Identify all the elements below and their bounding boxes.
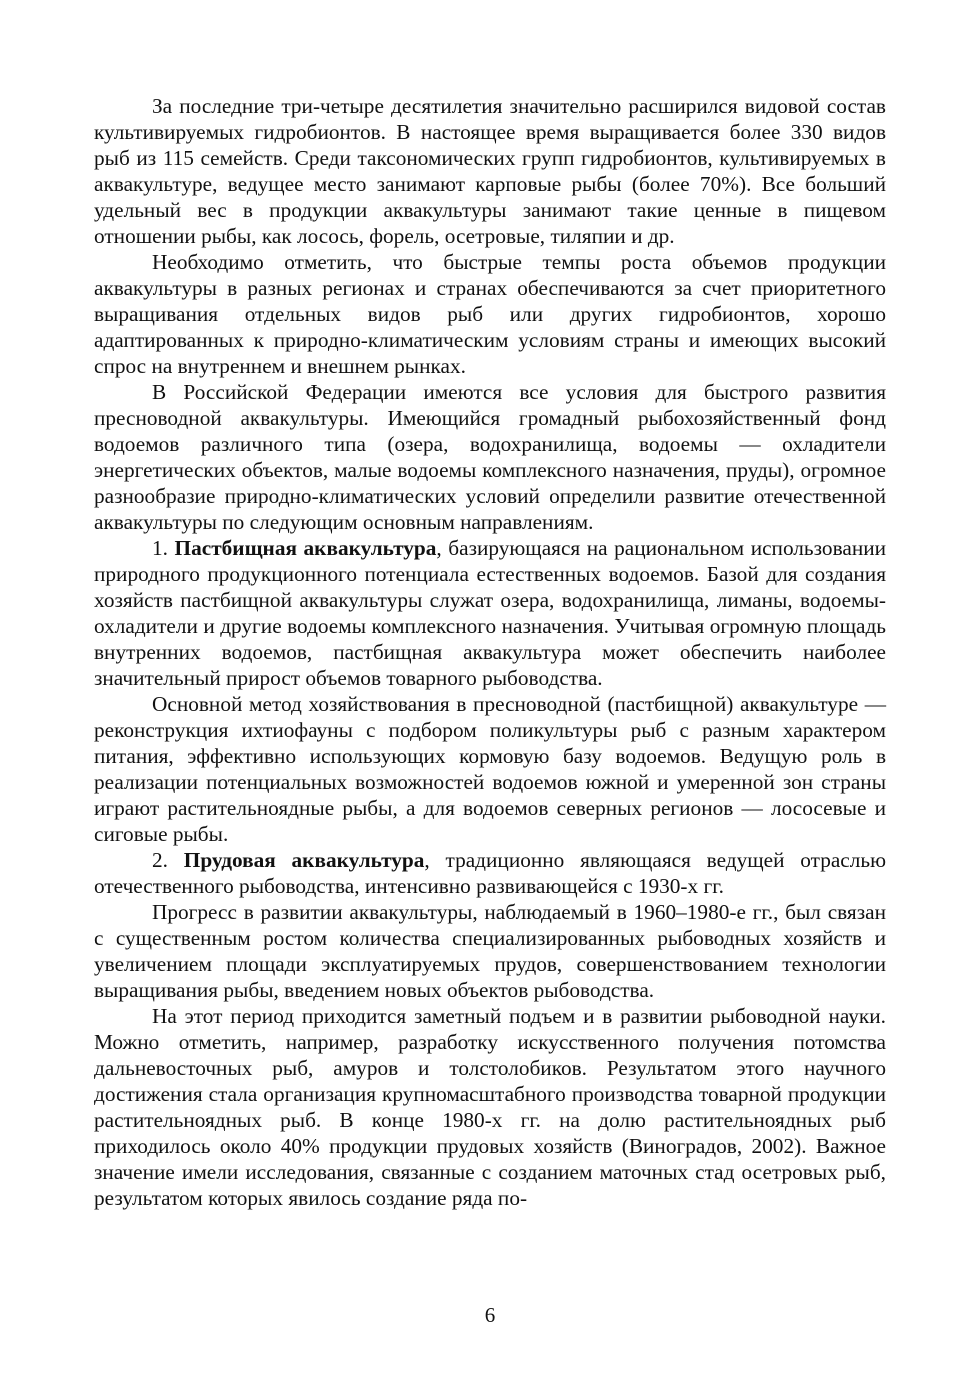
paragraph-8: На этот период приходится заметный подъем и в развитии рыбоводной науки. Можно отметить, например, разработку искусственного получения потомства дальневосточных рыб, амуров и толстолобиков. Результатом этого научного достижения стала организация крупномасштабного производства товарной продукции растительноядных рыб. В конце 1980-х гг. на долю растительноядных рыб приходилось около 40% продукции прудовых хозяйств (Виноградов, 2002). Важное значение имели исследования, связанные с созданием маточных стад осетровых рыб, результатом которых явилось создание ряда по- — [94, 1004, 886, 1210]
document-body — [94, 93, 886, 1211]
term-pond-aquaculture: Прудовая аквакультура — [183, 848, 425, 872]
paragraph-4-text: , базирующаяся на рациональном использовании природного продукционного потенциала естественных водоемов. Базой для создания хозяйств пастбищной аквакультуры служат озера, водохранилища, лиманы, водоемы-охладители и другие водоемы комплексного назначения. Учитывая огромную площадь внутренних водоемов, пастбищная аквакультура может обеспечить наиболее значительный прирост объемов товарного рыбоводства. — [94, 536, 887, 690]
paragraph-1: За последние три-четыре десятилетия значительно расширился видовой состав культивируемых гидробионтов. В настоящее время выращивается более 330 видов рыб из 115 семейств. Среди таксономических групп гидробионтов, культивируемых в аквакультуре, ведущее место занимают карповые рыбы (более 70%). Все больший удельный вес в продукции аквакультуры занимают такие ценные в пищевом отношении рыбы, как лосось, форель, осетровые, тиляпии и др. — [94, 94, 886, 248]
paragraph-3: В Российской Федерации имеются все условия для быстрого развития пресноводной аквакультуры. Имеющийся громадный рыбохозяйственный фонд водоемов различного типа (озера, водохранилища, водоемы — охладители энергетических объектов, малые водоемы комплексного назначения, пруды), огромное разнообразие природно-климатических условий определили развитие отечественной аквакультуры по следующим основным направлениям. — [94, 380, 886, 534]
paragraph-4-pasture-aquaculture — [94, 535, 886, 691]
paragraph-5: Основной метод хозяйствования в пресноводной (пастбищной) аквакультуре — реконструкция ихтиофауны с подбором поликультуры рыб с разным характером питания, эффективно использующих кормовую базу водоемов. Ведущую роль в реализации потенциальных возможностей водоемов южной и умеренной зон страны играют растительноядные рыбы, а для водоемов северных регионов — лососевые и сиговые рыбы. — [94, 692, 886, 846]
paragraph-6-pond-aquaculture — [94, 847, 886, 899]
paragraph-2: Необходимо отметить, что быстрые темпы роста объемов продукции аквакультуры в разных регионах и странах обеспечиваются за счет приоритетного выращивания отдельных видов рыб или других гидробионтов, хорошо адаптированных к природно-климатическим условиям страны и имеющих высокий спрос на внутреннем и внешнем рынках. — [94, 250, 886, 378]
term-pasture-aquaculture: Пастбищная аквакультура — [174, 536, 437, 560]
list-number-2: 2. — [152, 848, 168, 872]
paragraph-7: Прогресс в развитии аквакультуры, наблюдаемый в 1960–1980-е гг., был связан с существенным ростом количества специализированных рыбоводных хозяйств и увеличением площади эксплуатируемых прудов, совершенствованием технологии выращивания рыбы, введением новых объектов рыбоводства. — [94, 900, 886, 1002]
paragraph-6-text: , традиционно являющаяся ведущей отраслью отечественного рыбоводства, интенсивно развивающейся с 1930-х гг. — [94, 848, 886, 898]
page-number: 6 — [484, 1303, 496, 1327]
list-number-1: 1. — [152, 536, 168, 560]
